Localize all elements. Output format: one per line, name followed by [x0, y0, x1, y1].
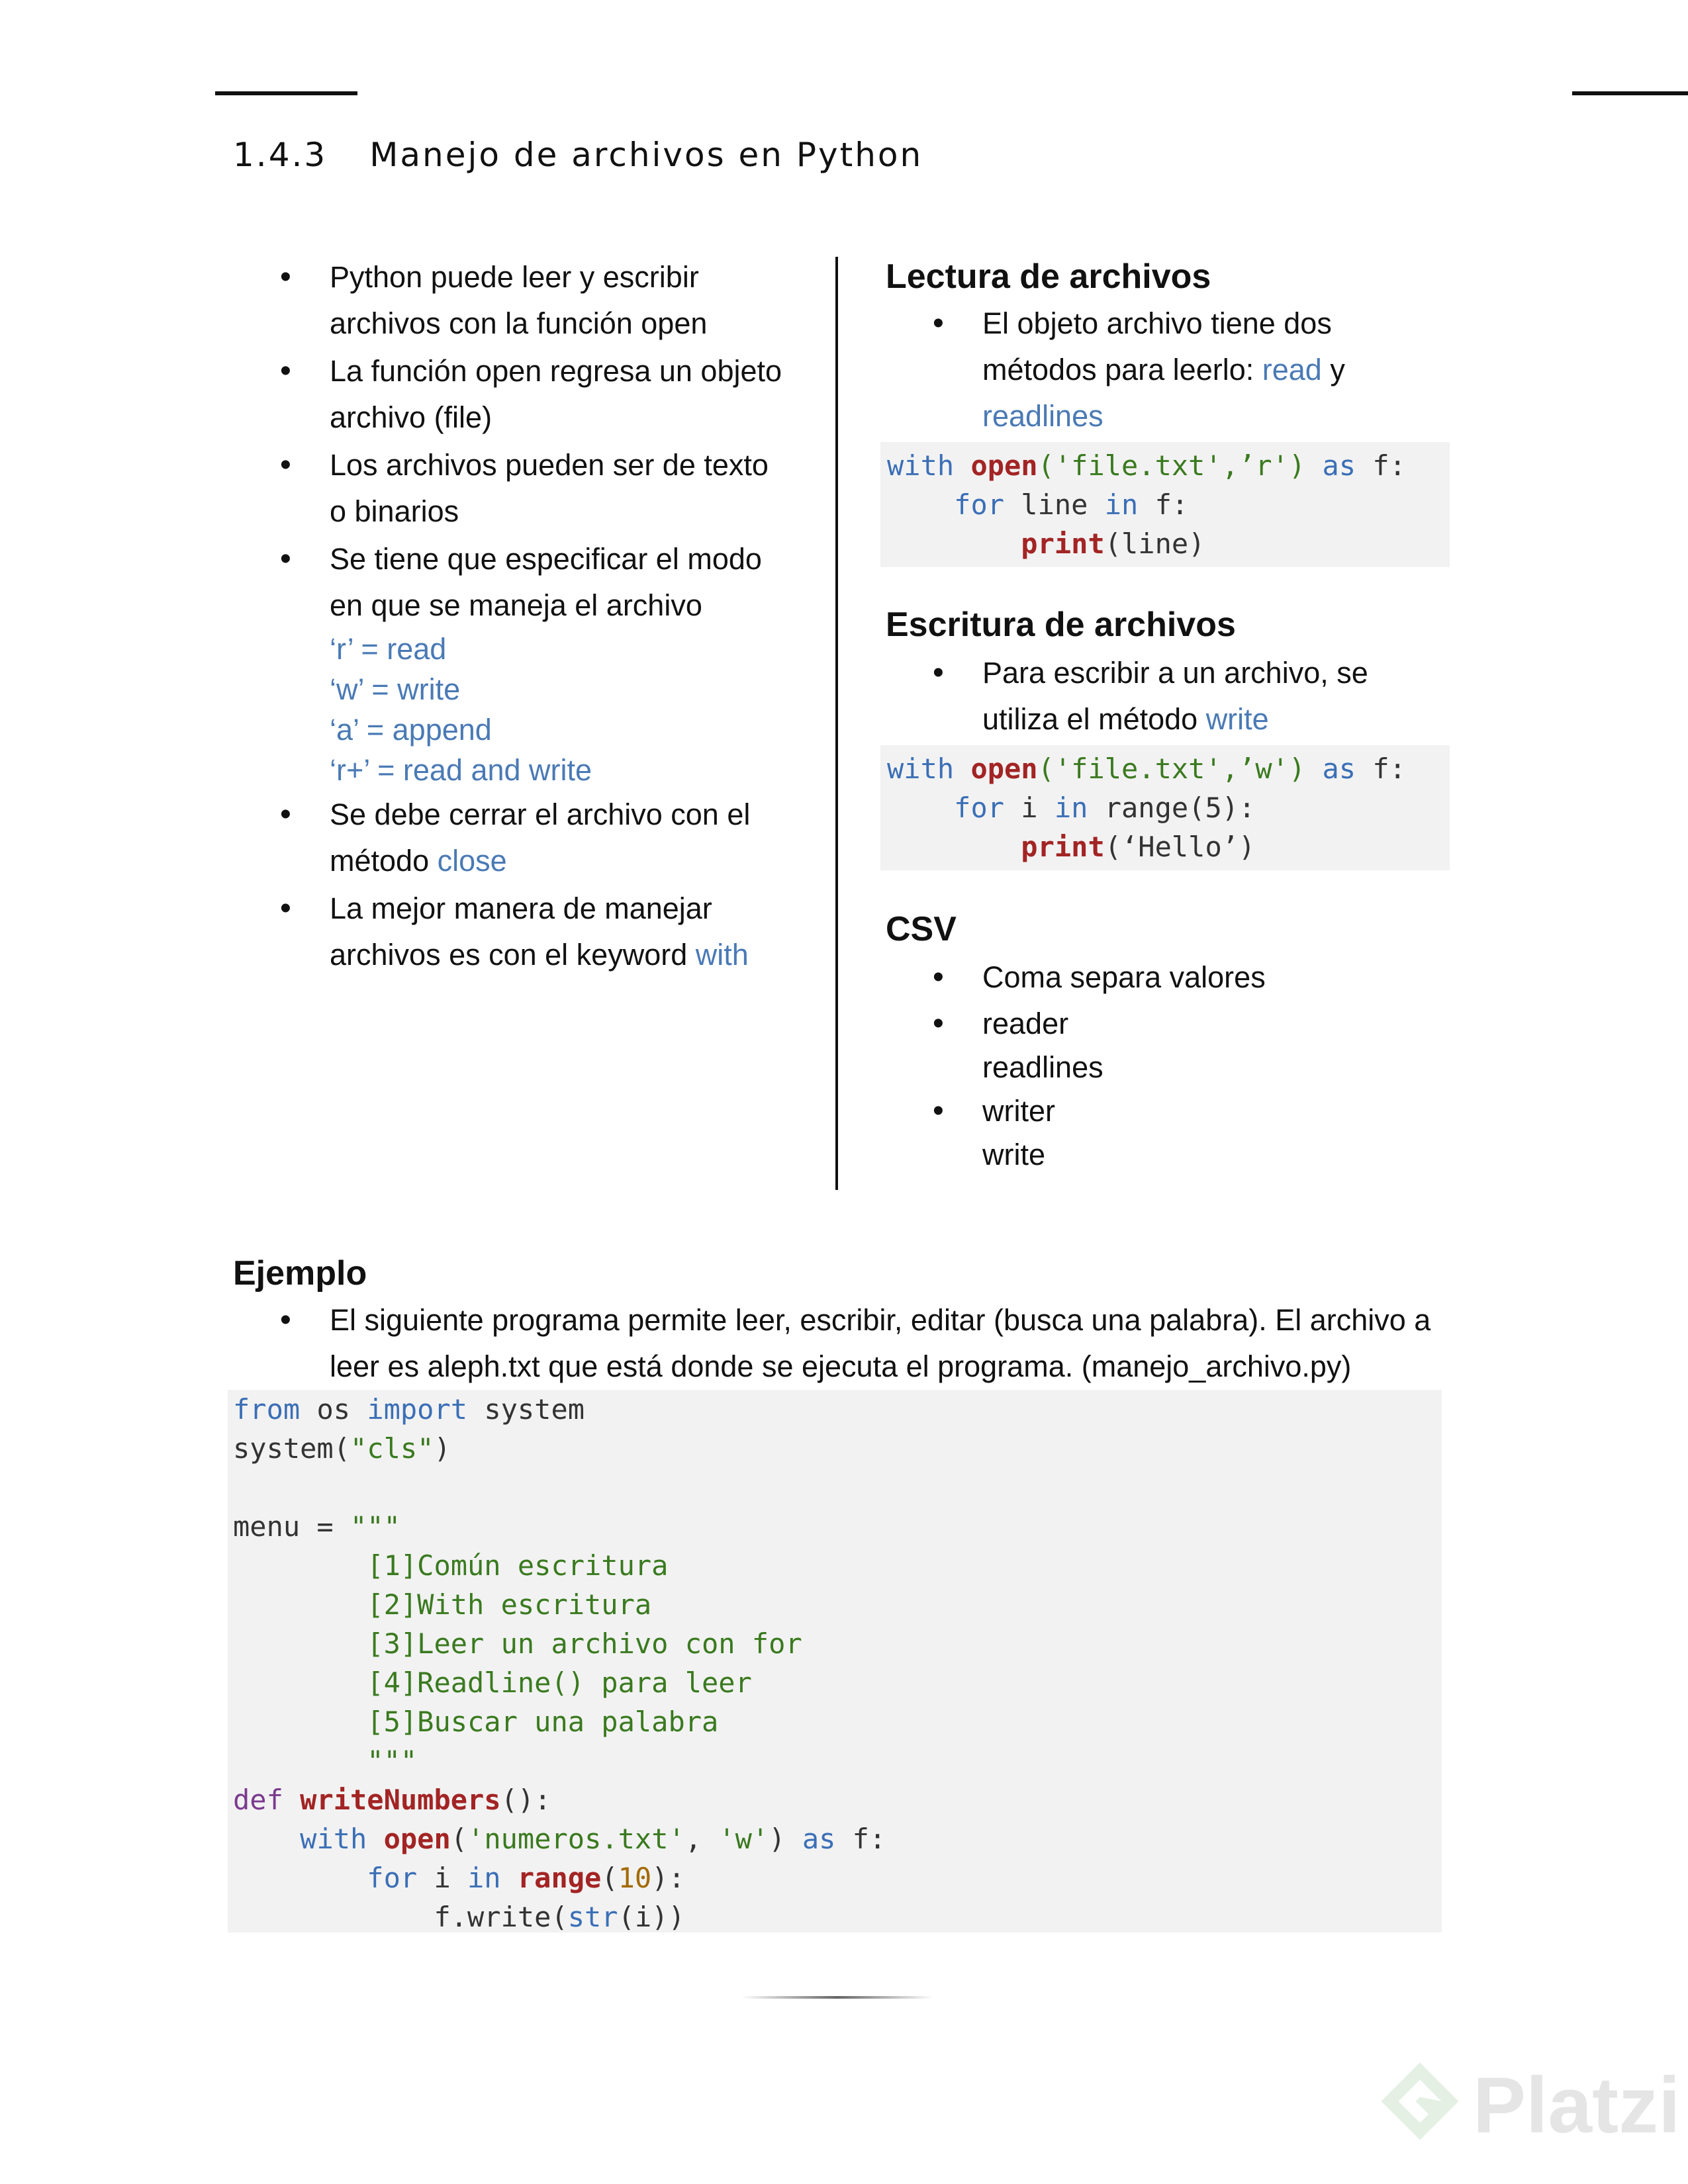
- column-divider: [835, 257, 838, 1190]
- code-token: with: [300, 1823, 367, 1855]
- keyword-with: with: [695, 938, 749, 972]
- bullet-text: • La función open regresa un objeto: [330, 354, 782, 388]
- bullet-text: • El objeto archivo tiene dos: [982, 306, 1332, 340]
- platzi-watermark: [1377, 2045, 1681, 2164]
- footer-divider: [741, 1996, 933, 1999]
- bullet-connector: y: [1321, 353, 1345, 387]
- platzi-logo-icon: [1377, 2058, 1463, 2144]
- bullet-text: • Para escribir a un archivo, se: [982, 656, 1368, 690]
- code-token: with: [887, 752, 955, 785]
- code-token: f:: [1138, 488, 1189, 521]
- bullet-text: • Los archivos pueden ser de texto: [330, 448, 769, 482]
- code-token: with: [887, 449, 955, 482]
- bullet-text: [330, 838, 806, 884]
- menu-string-line: [3]Leer un archivo con for: [367, 1627, 802, 1660]
- code-token: for: [367, 1862, 418, 1894]
- code-token: in: [1054, 792, 1088, 824]
- bullet-text: o binarios: [330, 494, 459, 528]
- mode-read: ‘r’ = read: [330, 632, 447, 666]
- code-token: 10: [618, 1862, 652, 1894]
- bullet-text: • El siguiente programa permite leer, escribir, editar (busca una palabra). El archivo a: [330, 1303, 1431, 1337]
- list-item: [982, 300, 1446, 439]
- code-token: as: [1322, 449, 1356, 482]
- code-token: ): [434, 1432, 451, 1465]
- code-token: system: [467, 1393, 585, 1426]
- code-token: system(: [233, 1432, 351, 1465]
- code-token: 'w': [718, 1823, 769, 1855]
- code-token: writeNumbers: [300, 1784, 501, 1816]
- menu-string-line: [4]Readline() para leer: [367, 1666, 752, 1699]
- code-token: print: [1021, 831, 1105, 863]
- bullet-prefix: método: [330, 844, 438, 878]
- keyword-close: close: [437, 844, 507, 878]
- code-token: ('file.txt',’r'): [1037, 449, 1323, 482]
- list-item: [330, 536, 806, 790]
- code-token: in: [1104, 488, 1139, 521]
- mode-read-write: ‘r+’ = read and write: [330, 753, 592, 787]
- ejemplo-list: [330, 1297, 1468, 1390]
- code-token: f:: [1356, 449, 1406, 482]
- list-item: [330, 254, 806, 347]
- code-token: ('file.txt',’w'): [1037, 752, 1323, 785]
- code-token: open: [970, 752, 1038, 785]
- escritura-list: [982, 650, 1446, 743]
- list-item: [330, 442, 806, 535]
- list-item: [982, 954, 1446, 1001]
- csv-list: [982, 954, 1446, 1175]
- code-token: from: [233, 1393, 301, 1426]
- code-token: for: [954, 792, 1005, 824]
- code-token: f:: [1356, 752, 1406, 785]
- list-item: [982, 1088, 1446, 1175]
- ejemplo-heading: Ejemplo: [233, 1254, 367, 1293]
- menu-string-line: [2]With escritura: [367, 1588, 652, 1621]
- bullet-text: • Coma separa valores: [982, 960, 1266, 994]
- left-bullet-list: [330, 254, 806, 978]
- bullet-text: • Python puede leer y escribir: [330, 260, 699, 294]
- bullet-subtext: readlines: [982, 1050, 1103, 1084]
- list-item: [330, 886, 806, 978]
- code-token: line: [1004, 488, 1105, 521]
- code-token: open: [383, 1823, 451, 1855]
- keyword-write: write: [1205, 702, 1269, 736]
- code-token: 'numeros.txt': [467, 1823, 685, 1855]
- mode-append: ‘a’ = append: [330, 713, 492, 747]
- code-token: (: [450, 1823, 468, 1855]
- list-item: [330, 348, 806, 441]
- bullet-text: archivos con la función open: [330, 306, 708, 340]
- code-token: import: [367, 1393, 468, 1426]
- bullet-text: • Se tiene que especificar el modo: [330, 542, 762, 576]
- list-item: [330, 792, 806, 884]
- code-token: f:: [835, 1823, 886, 1855]
- code-token: i: [417, 1862, 468, 1894]
- code-token: menu =: [233, 1510, 351, 1543]
- code-token: range: [517, 1862, 602, 1894]
- header-rule-left: [215, 91, 357, 95]
- bullet-text: • La mejor manera de manejar: [330, 891, 712, 925]
- code-token: ():: [500, 1784, 551, 1816]
- code-block-write: [880, 745, 1450, 870]
- bullet-text: [330, 932, 806, 978]
- bullet-prefix: archivos es con el keyword: [330, 938, 696, 972]
- keyword-readlines: readlines: [982, 399, 1103, 433]
- code-token: """: [367, 1745, 418, 1777]
- code-token: as: [802, 1823, 836, 1855]
- code-block-example: [228, 1390, 1442, 1933]
- section-heading: Manejo de archivos en Python: [369, 136, 923, 174]
- code-token: (‘Hello’): [1104, 831, 1256, 863]
- lectura-heading: Lectura de archivos: [886, 257, 1211, 296]
- code-token: range(5):: [1088, 792, 1256, 824]
- csv-heading: CSV: [886, 910, 957, 948]
- bullet-text: • reader: [982, 1007, 1069, 1040]
- list-item: [982, 1001, 1446, 1088]
- code-token: (line): [1104, 527, 1205, 560]
- bullet-subtext: write: [982, 1138, 1046, 1171]
- list-item: [982, 650, 1446, 743]
- bullet-prefix: utiliza el método: [982, 702, 1206, 736]
- section-number: 1.4.3: [233, 136, 328, 174]
- escritura-heading: Escritura de archivos: [886, 606, 1236, 644]
- mode-write: ‘w’ = write: [330, 672, 461, 706]
- code-token: i: [1004, 792, 1055, 824]
- header-rule-right: [1572, 91, 1688, 95]
- code-token: ): [769, 1823, 802, 1855]
- code-token: os: [300, 1393, 367, 1426]
- code-token: ,: [684, 1823, 719, 1855]
- watermark-text: Platzi: [1473, 2061, 1681, 2150]
- code-token: as: [1322, 752, 1356, 785]
- code-token: in: [467, 1862, 501, 1894]
- list-item: [330, 1297, 1468, 1390]
- bullet-text: [982, 347, 1446, 393]
- bullet-text: leer es aleph.txt que está donde se ejecuta el programa. (manejo_archivo.py): [330, 1349, 1352, 1383]
- bullet-prefix: métodos para leerlo:: [982, 353, 1262, 387]
- menu-string-line: [5]Buscar una palabra: [367, 1706, 719, 1738]
- code-token: (i)): [618, 1901, 685, 1933]
- section-title: [233, 136, 923, 174]
- bullet-text: • writer: [982, 1094, 1055, 1128]
- code-token: for: [954, 488, 1005, 521]
- bullet-text: [982, 696, 1446, 743]
- bullet-text: • Se debe cerrar el archivo con el: [330, 797, 751, 831]
- menu-string-line: [1]Común escritura: [367, 1549, 669, 1582]
- code-token: def: [233, 1784, 283, 1816]
- code-token: ):: [651, 1862, 685, 1894]
- code-token: str: [567, 1901, 618, 1933]
- lectura-list: [982, 300, 1446, 439]
- code-token: open: [970, 449, 1038, 482]
- code-token: print: [1021, 527, 1105, 560]
- keyword-read: read: [1262, 353, 1322, 387]
- code-token: "cls": [350, 1432, 434, 1465]
- code-block-read: [880, 442, 1450, 567]
- bullet-text: en que se maneja el archivo: [330, 588, 702, 622]
- code-token: """: [350, 1510, 400, 1543]
- bullet-text: archivo (file): [330, 400, 492, 434]
- code-token: f.write(: [434, 1901, 568, 1933]
- code-token: (: [601, 1862, 618, 1894]
